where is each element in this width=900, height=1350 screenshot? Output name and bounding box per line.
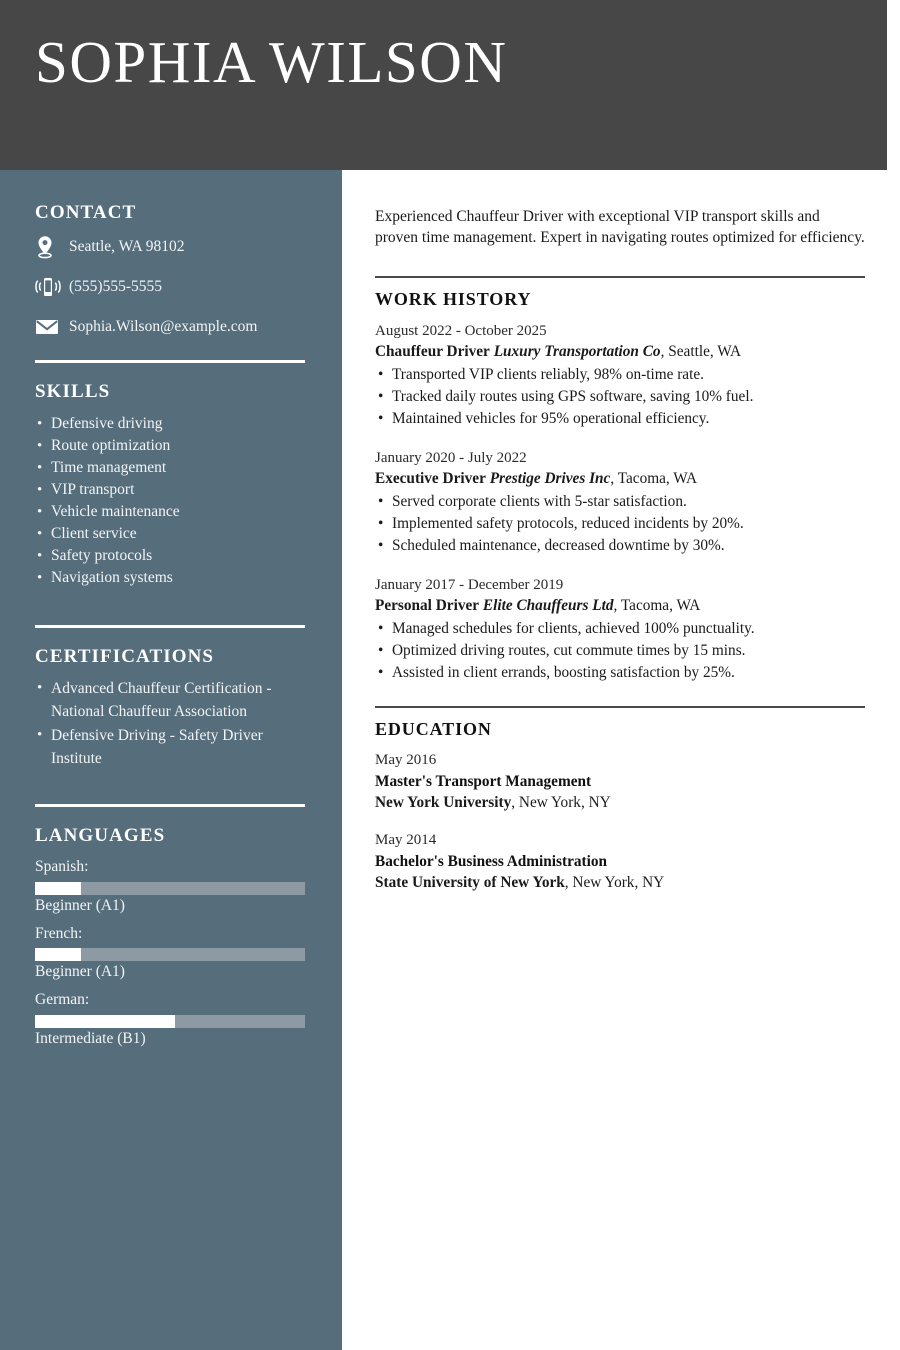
education-location: , New York, NY	[511, 794, 611, 812]
languages-heading: LANGUAGES	[35, 825, 166, 847]
language-level: Intermediate (B1)	[35, 1029, 146, 1047]
work-bullets	[375, 491, 865, 557]
list-item: • Served corporate clients with 5-star satisfaction.	[375, 491, 865, 513]
main-column	[342, 170, 887, 1350]
list-item: • Transported VIP clients reliably, 98% on-time rate.	[375, 364, 865, 386]
certifications-section	[35, 646, 306, 771]
language-name: German:	[35, 991, 90, 1009]
work-company: Luxury Transportation Co	[493, 342, 661, 360]
work-company: Elite Chauffeurs Ltd	[482, 596, 614, 614]
list-item: • Route optimization	[35, 435, 306, 457]
work-dates: August 2022 - October 2025	[375, 322, 547, 339]
work-role: Personal Driver	[375, 596, 480, 614]
work-title-line	[375, 595, 865, 616]
professional-summary: Experienced Chauffeur Driver with exceptional VIP transport skills and proven time management. Expert in navigating routes optimized for efficiency.	[375, 208, 865, 246]
language-progress-fill	[35, 948, 81, 961]
education-school: New York University	[375, 794, 512, 812]
language-progress-fill	[35, 1015, 175, 1028]
list-item: • Tracked daily routes using GPS software, saving 10% fuel.	[375, 386, 865, 408]
contact-item-email	[35, 314, 306, 340]
language-name: Spanish:	[35, 858, 89, 876]
education-location: , New York, NY	[564, 874, 665, 892]
education-degree: Master's Transport Management	[375, 773, 592, 791]
certifications-list	[35, 677, 306, 770]
language-name: French:	[35, 924, 83, 942]
list-item: • Assisted in client errands, boosting satisfaction by 25%.	[375, 662, 865, 684]
sidebar-divider-2	[35, 625, 305, 628]
language-level: Beginner (A1)	[35, 896, 125, 914]
education-entry	[375, 750, 865, 813]
list-item: • Implemented safety protocols, reduced incidents by 20%.	[375, 513, 865, 535]
work-title-line	[375, 341, 865, 362]
work-title-line	[375, 468, 865, 489]
work-entry	[375, 575, 865, 684]
section-divider-education	[375, 706, 865, 708]
mobile-phone-icon	[35, 275, 69, 299]
list-item: • Managed schedules for clients, achieved 100% punctuality.	[375, 618, 865, 640]
list-item: • Optimized driving routes, cut commute times by 15 mins.	[375, 640, 865, 662]
language-item-spanish	[35, 857, 306, 916]
language-item-german	[35, 990, 306, 1049]
skills-section	[35, 381, 306, 589]
list-item: • Time management	[35, 457, 306, 479]
work-dates: January 2020 - July 2022	[375, 449, 527, 466]
contact-location-text: Seattle, WA 98102	[69, 237, 185, 255]
education-date: May 2016	[375, 752, 437, 769]
skills-heading: SKILLS	[35, 380, 111, 402]
language-progress-fill	[35, 882, 81, 895]
work-role: Chauffeur Driver	[375, 342, 490, 360]
map-pin-icon	[35, 235, 69, 259]
skills-list	[35, 413, 306, 589]
work-company: Prestige Drives Inc	[489, 469, 611, 487]
list-item: • Maintained vehicles for 95% operational efficiency.	[375, 408, 865, 430]
list-item: • Scheduled maintenance, decreased downtime by 30%.	[375, 535, 865, 557]
contact-item-phone	[35, 274, 306, 300]
education-entry	[375, 830, 865, 893]
work-location: , Tacoma, WA	[610, 469, 698, 487]
list-item: • Safety protocols	[35, 545, 306, 567]
contact-item-location	[35, 234, 306, 260]
page-title: SOPHIA WILSON	[35, 29, 508, 95]
sidebar	[0, 170, 342, 1350]
sidebar-divider-3	[35, 804, 305, 807]
work-entry	[375, 321, 865, 430]
work-entry	[375, 448, 865, 557]
contact-email-text: Sophia.Wilson@example.com	[69, 317, 258, 335]
certifications-heading: CERTIFICATIONS	[35, 645, 215, 667]
education-degree: Bachelor's Business Administration	[375, 853, 608, 871]
section-divider-work	[375, 276, 865, 278]
education-school-line	[375, 792, 865, 813]
work-bullets	[375, 364, 865, 430]
language-progress-bar	[35, 1015, 305, 1028]
work-bullets	[375, 618, 865, 684]
languages-section	[35, 825, 306, 1048]
list-item: • Advanced Chauffeur Certification - National Chauffeur Association	[35, 677, 306, 723]
list-item: • Client service	[35, 523, 306, 545]
work-history-heading: WORK HISTORY	[375, 289, 532, 309]
language-progress-bar	[35, 948, 305, 961]
contact-section	[35, 202, 306, 340]
list-item: • Defensive Driving - Safety Driver Institute	[35, 724, 306, 770]
resume-header	[0, 0, 887, 170]
sidebar-divider-1	[35, 360, 305, 363]
work-location: , Tacoma, WA	[613, 596, 701, 614]
work-role: Executive Driver	[375, 469, 486, 487]
education-school-line	[375, 872, 865, 893]
contact-heading: CONTACT	[35, 202, 137, 223]
education-date: May 2014	[375, 832, 437, 849]
work-dates: January 2017 - December 2019	[375, 576, 564, 593]
work-location: , Seattle, WA	[660, 342, 742, 360]
envelope-icon	[35, 318, 69, 336]
list-item: • Vehicle maintenance	[35, 501, 306, 523]
language-item-french	[35, 924, 306, 983]
education-heading: EDUCATION	[375, 718, 492, 739]
language-progress-bar	[35, 882, 305, 895]
education-school: State University of New York	[375, 874, 565, 892]
list-item: • Defensive driving	[35, 413, 306, 435]
list-item: • Navigation systems	[35, 567, 306, 589]
contact-phone-text: (555)555-5555	[69, 277, 162, 295]
list-item: • VIP transport	[35, 479, 306, 501]
language-level: Beginner (A1)	[35, 963, 125, 981]
